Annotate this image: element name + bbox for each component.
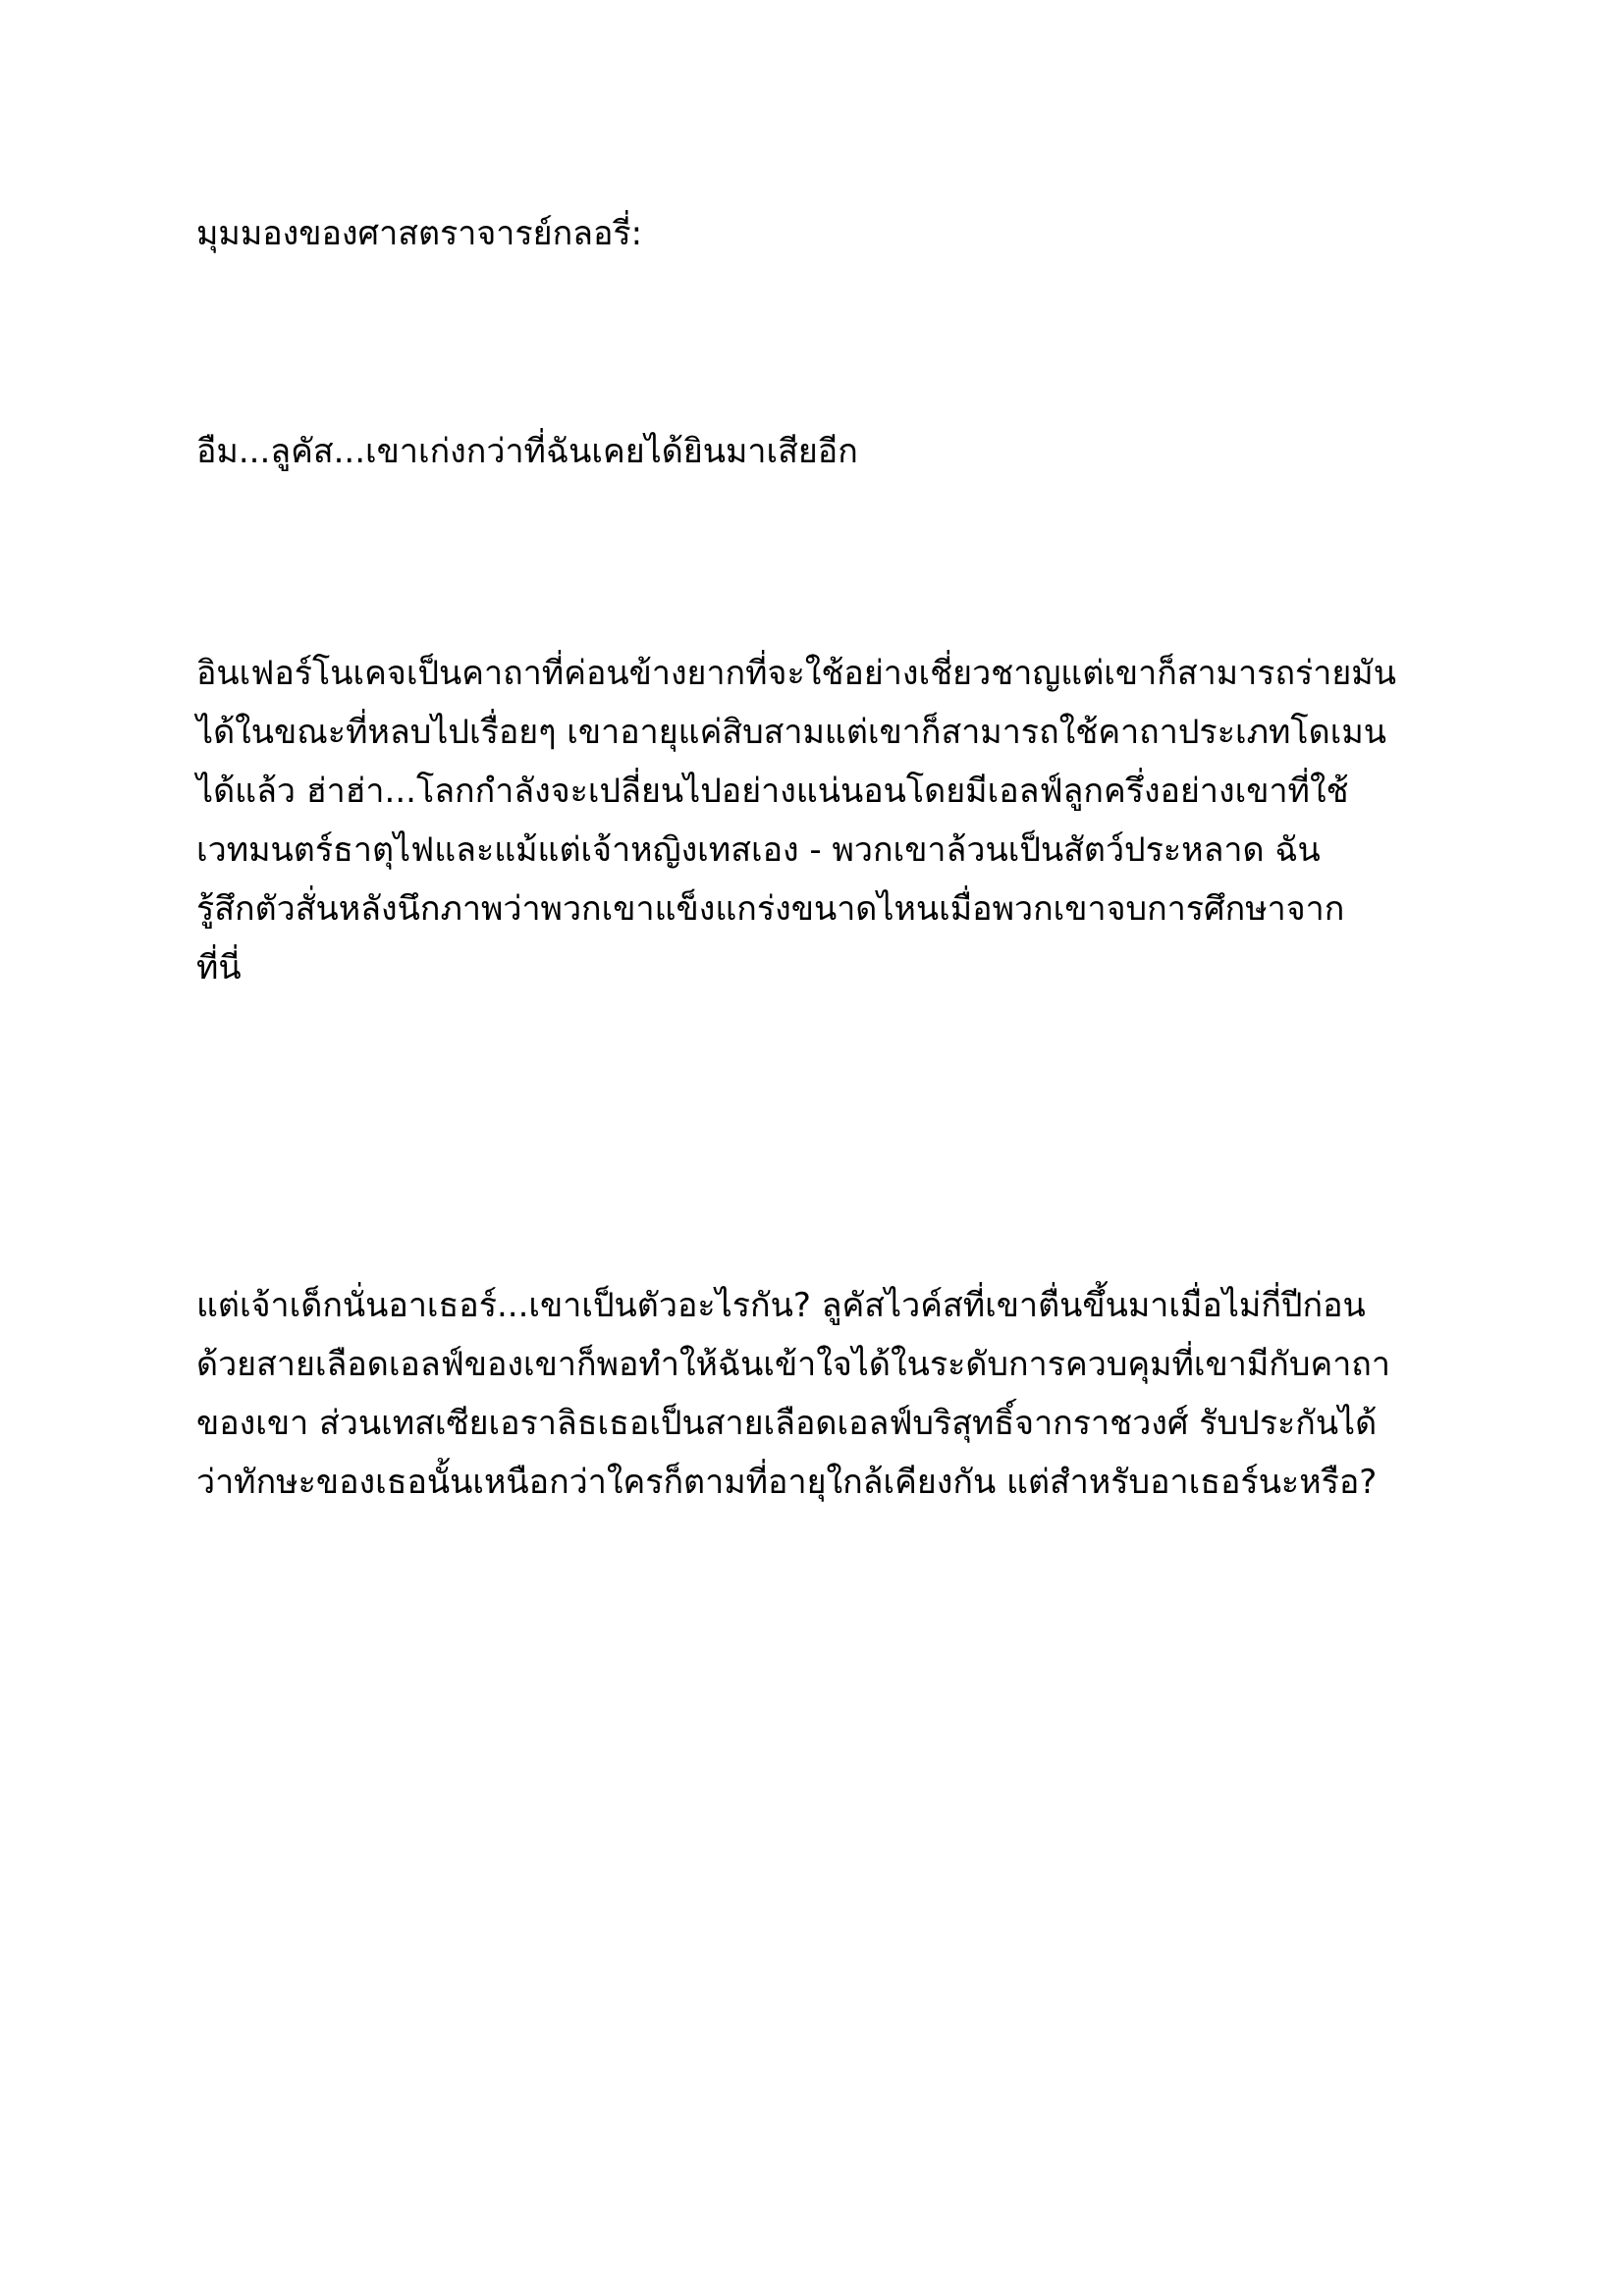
text-line: มุมมองของศาสตราจารย์กลอรี่: bbox=[196, 214, 643, 253]
text-line: ได้แล้ว ฮ่าฮ่า...โลกกำลังจะเปลี่ยนไปอย่างแน่นอนโดยมีเอลฟ์ลูกครึ่งอย่างเขาที่ใช้ bbox=[196, 772, 1349, 811]
text-line: ว่าทักษะของเธอนั้นเหนือกว่าใครก็ตามที่อายุใกล้เคียงกัน แต่สำหรับอาเธอร์นะหรือ? bbox=[196, 1463, 1378, 1502]
paragraph-2 bbox=[196, 644, 1443, 997]
text-line: อืม...ลูคัส...เขาเก่งกว่าที่ฉันเคยได้ยินมาเสียอีก bbox=[196, 432, 858, 471]
text-line: ด้วยสายเลือดเอลฟ์ของเขาก็พอทำให้ฉันเข้าใจได้ในระดับการควบคุมที่เขามีกับคาถา bbox=[196, 1345, 1390, 1384]
text-line: รู้สึกตัวสั่นหลังนึกภาพว่าพวกเขาแข็งแกร่งขนาดไหนเมื่อพวกเขาจบการศึกษาจาก bbox=[196, 889, 1345, 929]
document-heading bbox=[196, 204, 1443, 263]
paragraph-3 bbox=[196, 1276, 1443, 1512]
paragraph-1 bbox=[196, 422, 1443, 481]
text-line: อินเฟอร์โนเคจเป็นคาถาที่ค่อนข้างยากที่จะใช้อย่างเชี่ยวชาญแต่เขาก็สามารถร่ายมัน bbox=[196, 654, 1396, 693]
text-line: แต่เจ้าเด็กนั่นอาเธอร์...เขาเป็นตัวอะไรกัน? ลูคัสไวค์สที่เขาตื่นขึ้นมาเมื่อไม่กี่ปีก่อน bbox=[196, 1286, 1366, 1325]
text-line: ของเขา ส่วนเทสเซียเอราลิธเธอเป็นสายเลือดเอลฟ์บริสุทธิ์จากราชวงศ์ รับประกันได้ bbox=[196, 1404, 1378, 1443]
text-line: ได้ในขณะที่หลบไปเรื่อยๆ เขาอายุแค่สิบสามแต่เขาก็สามารถใช้คาถาประเภทโดเมน bbox=[196, 713, 1387, 752]
text-line: ที่นี่ bbox=[196, 948, 242, 988]
text-line: เวทมนตร์ธาตุไฟและแม้แต่เจ้าหญิงเทสเอง - พวกเขาล้วนเป็นสัตว์ประหลาด ฉัน bbox=[196, 830, 1321, 870]
